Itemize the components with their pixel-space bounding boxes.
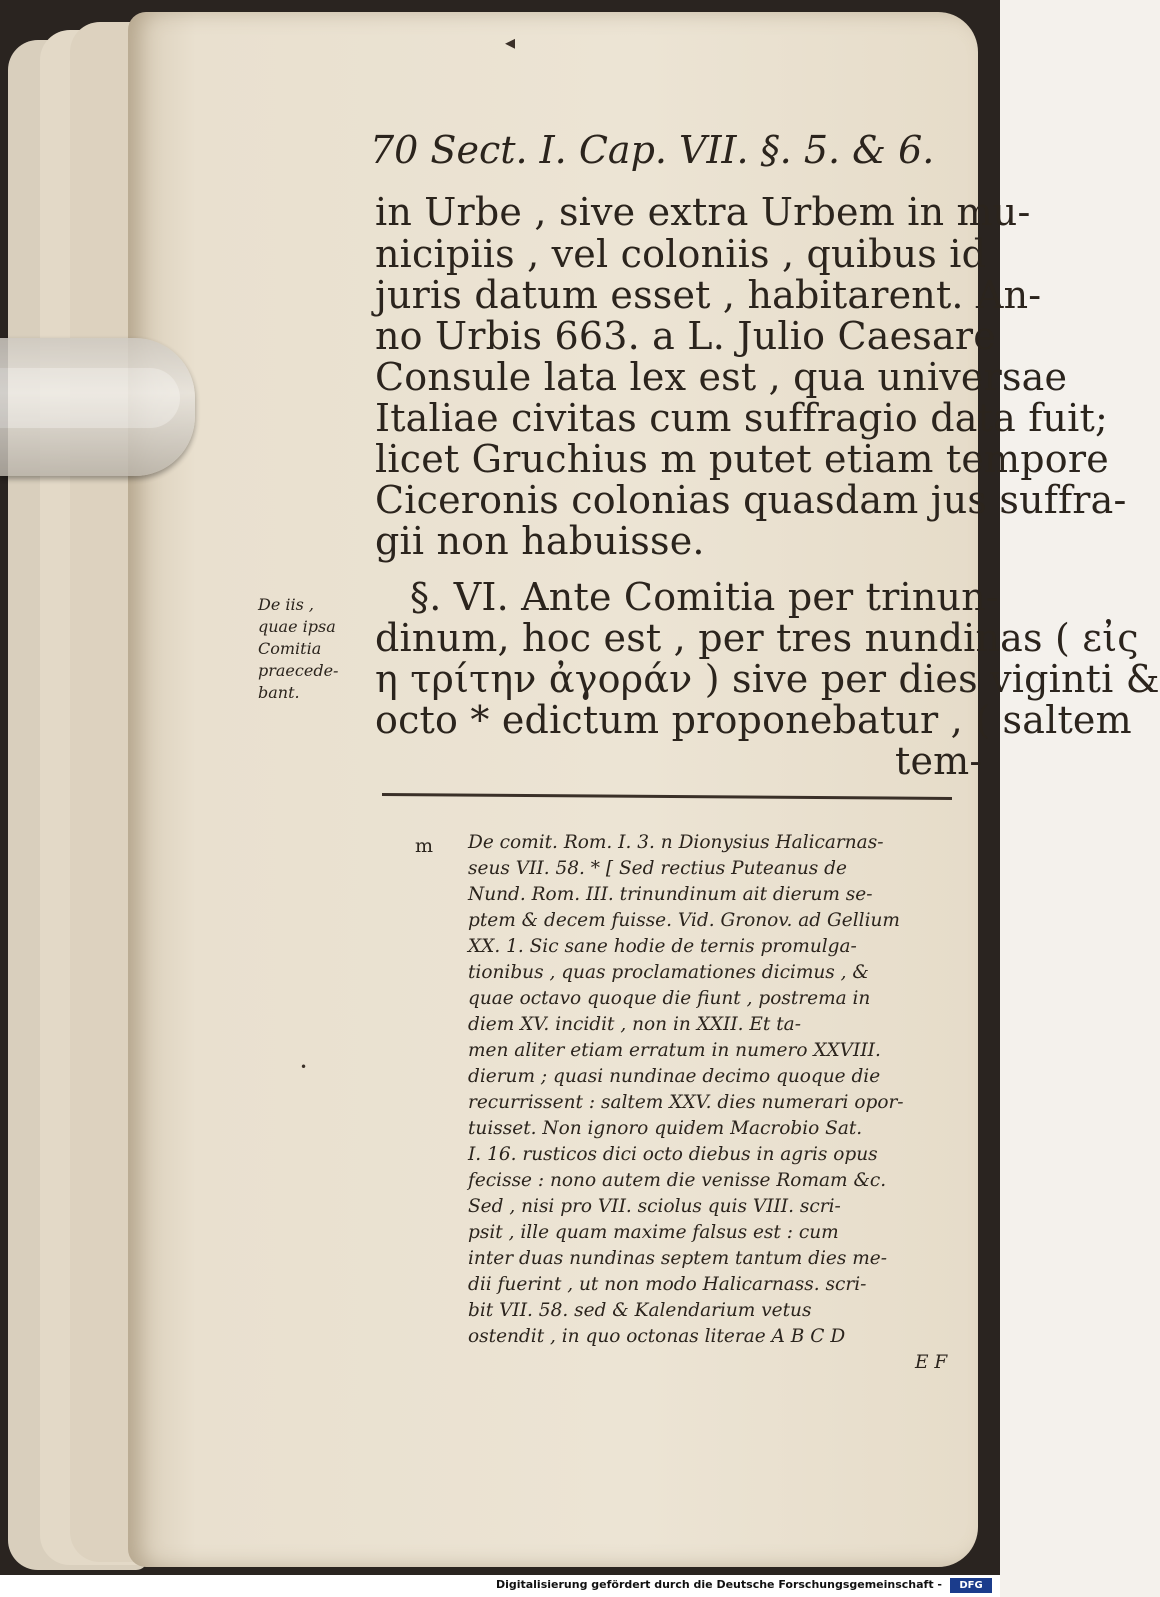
margin-line: praecede-	[258, 661, 339, 680]
footnote-line: dierum ; quasi nundinae decimo quoque die	[468, 1066, 881, 1087]
page-mark-icon: ◂	[505, 30, 516, 54]
text-line: nicipiis , vel coloniis , quibus id	[375, 232, 987, 276]
stray-dot-icon: •	[300, 1060, 308, 1074]
footnote-line: recurrissent : saltem XXV. dies numerari opor-	[468, 1092, 904, 1113]
footnote-line: dii fuerint , ut non modo Halicarnass. scri-	[468, 1274, 867, 1295]
footnote-line: ptem & decem fuisse. Vid. Gronov. ad Gellium	[468, 910, 900, 931]
footnote-line: ostendit , in quo octonas literae A B C D	[468, 1326, 846, 1347]
footnote-line: tuisset. Non ignoro quidem Macrobio Sat.	[468, 1118, 863, 1139]
footnote-line: fecisse : nono autem die venisse Romam &c.	[468, 1170, 887, 1191]
footnote-line: Nund. Rom. III. trinundinum ait dierum se-	[468, 884, 873, 905]
text-line: Consule lata lex est , qua universae	[375, 355, 1068, 399]
footnote-line: tionibus , quas proclamationes dicimus , &	[468, 962, 869, 983]
footnote-line: seus VII. 58. * [ Sed rectius Puteanus de	[468, 858, 847, 879]
footnote-line: psit , ille quam maxime falsus est : cum	[468, 1222, 839, 1243]
footnote-line: Sed , nisi pro VII. sciolus quis VIII. scri-	[468, 1196, 841, 1217]
footnote-line: inter duas nundinas septem tantum dies me-	[468, 1248, 887, 1269]
footnote-line: I. 16. rusticos dici octo diebus in agris opus	[468, 1144, 878, 1165]
text-line: juris datum esset , habitarent. An-	[375, 273, 1042, 317]
text-line: §. VI. Ante Comitia per trinun-	[410, 575, 999, 619]
dfg-logo-icon: DFG	[950, 1578, 992, 1593]
footnote-line: bit VII. 58. sed & Kalendarium vetus	[468, 1300, 812, 1321]
margin-line: quae ipsa	[258, 617, 336, 636]
credit-text: Digitalisierung gefördert durch die Deutsche Forschungsgemeinschaft -	[495, 1578, 942, 1591]
footnote-line: men aliter etiam erratum in numero XXVIII.	[468, 1040, 881, 1061]
text-line: no Urbis 663. a L. Julio Caesare	[375, 314, 996, 358]
footnote-line: quae octavo quoque die fiunt , postrema in	[468, 988, 871, 1009]
text-line: Italiae civitas cum suffragio data fuit;	[375, 396, 1109, 440]
text-line: gii non habuisse.	[375, 519, 705, 563]
footnote-marker: m	[415, 835, 434, 857]
text-line: octo * edictum proponebatur , ( saltem	[375, 698, 1132, 742]
text-line: Ciceronis colonias quasdam jus suffra-	[375, 478, 1127, 522]
text-line: dinum, hoc est , per tres nundinas ( εἰς	[375, 616, 1139, 660]
text-line: η τρίτην ἀγοράν ) sive per dies viginti &	[375, 657, 1160, 701]
footnote-line: diem XV. incidit , non in XXII. Et ta-	[468, 1014, 801, 1035]
text-line: licet Gruchius m putet etiam tempore	[375, 437, 1109, 481]
text-line: in Urbe , sive extra Urbem in mu-	[375, 190, 1031, 234]
footnote-line: XX. 1. Sic sane hodie de ternis promulga-	[468, 936, 857, 957]
margin-line: bant.	[258, 683, 300, 702]
text-line: tem-	[895, 739, 983, 783]
footnote-line: De comit. Rom. I. 3. n Dionysius Halicarnas-	[468, 832, 884, 853]
clip-highlight	[0, 368, 180, 428]
margin-line: De iis ,	[258, 595, 314, 614]
running-head: 70 Sect. I. Cap. VII. §. 5. & 6.	[370, 128, 935, 172]
footnote-line: E F	[915, 1352, 948, 1373]
credit-bar	[0, 1575, 1000, 1597]
page-holder-clip	[0, 338, 195, 476]
margin-line: Comitia	[258, 639, 322, 658]
